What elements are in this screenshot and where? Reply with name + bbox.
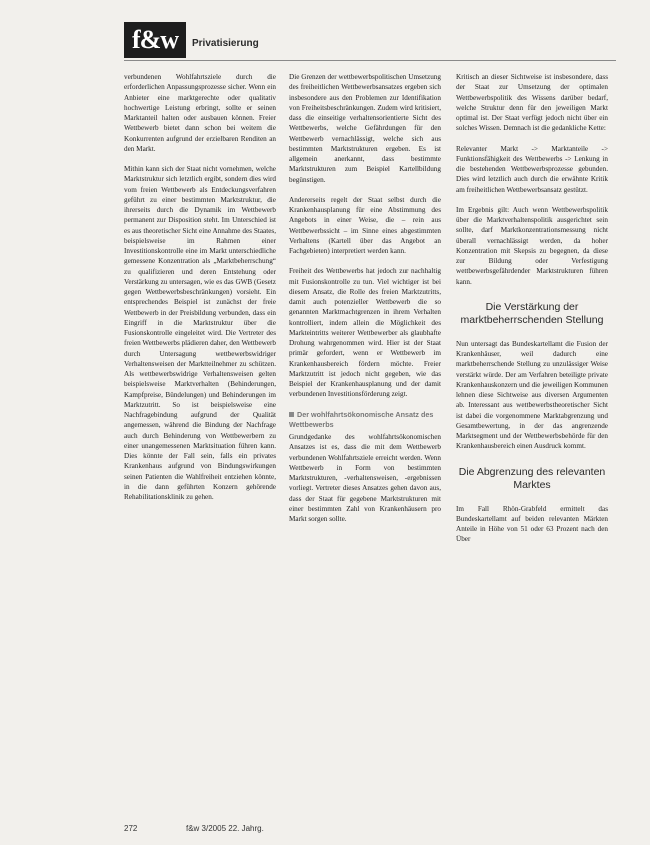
page-number: 272 [124,824,138,833]
paragraph: Im Fall Rhön-Grabfeld ermittelt das Bundeskartellamt auf beiden relevanten Märkten Anteile in Höhe von 51 oder 63 Prozent nach den Über [456,504,608,544]
text-column-2 [289,72,441,816]
section-heading: Die Abgrenzung des relevanten Marktes [458,465,606,491]
journal-logo: f&w [124,22,186,58]
subheading [289,410,441,431]
paragraph: Freiheit des Wettbewerbs hat jedoch zur nachhaltig mit Fusionskontrolle zu tun. Viel wichtiger ist bei diesem Ansatz, die Rolle des freien Marktzutritts, damit auch potenzieller Wettbewerb die so genannten Marktmachtgrenzen in ihrem Verhalten kontrolliert, indem allein die Möglichkeit des Markteintritts weiterer Wettbewerber als glaubhafte Drohung wahrgenommen wird. Hier ist der Staat primär gefordert, wenn er Wettbewerb im Krankenhausbereich fördern möchte. Freier Marktzutritt ist jedoch nicht gegeben, wie das Beispiel der Krankenhausplanung und der damit verbundenen Investitionsförderung zeigt. [289,267,441,399]
text-column-1 [124,72,276,816]
paragraph: Mithin kann sich der Staat nicht vornehmen, welche Marktstruktur sich letztlich ergibt, sondern dies wird vom freien Wettbewerb als Entdeckungsverfahren geführt zu einer bestimmten Marktstruktur, die ihrerseits durch die Dynamik im Wettbewerb permanent zur Disposition steht. Im Unterschied ist es aus theoretischer Sicht eine Annahme des Staates, beispielsweise im Rahmen einer Investitionskontrolle eine im Markt unterschiedliche gemessene Konzentration als „Marktbeherrschung“ zu qualifizieren und deren Entstehung oder Verstärkung zu untersagen, wie es das GWB (Gesetz gegen Wettbewerbsbeschränkungen) vorsieht. Ein entsprechendes Beispiel ist zunächst der freie Wettbewerb in der Preisbildung verbunden, dass ein Eingriff in die Marktstruktur über die Fusionskontrolle eingeleitet wird. Die Vertreter des freien Wettbewerbs plädieren daher, den Wettbewerb durch Untersagung wettbewerbswidriger Verhaltensweisen der Marktteilnehmer zu schützen. Als wettbewerbswidrige Verhaltensweisen gelten beispielsweise Marktverhalten (Behinderungen, Kampfpreise, Bündelungen) und Behinderungen im Marktzutritt. So ist beispielsweise eine Nachfragebindung aufgrund der Qualität angemessen, während die Bindung der Nachfrage auch durch Behinderung von Wettbewerbern zu einer unangemessenen Marktsituation führen kann. Dies könnte der Fall sein, falls ein privates Krankenhaus aufgrund von Bindungswirkungen seinen Patienten die Wahlfreiheit entziehen könnte, in die dann geführten Konzern gehörende Rehabilitationsklinik zu gehen. [124,165,276,501]
square-bullet-icon [289,412,294,417]
paragraph: Grundgedanke des wohlfahrtsökonomischen Ansatzes ist es, dass die mit dem Wettbewerb verbundenen Wohlfahrtsziele erreicht werden. Wenn Wettbewerb in Form von bestimmten Marktstrukturen, -verhaltensweisen, -ergebnissen vorliegt. Vertreter dieses Ansatzes gehen davon aus, dass der Staat für gegebene Marktstrukturen mit einer bestimmten Zahl von Krankenhäusern pro Markt sorgen sollte. [289,433,441,523]
paragraph: Nun untersagt das Bundeskartellamt die Fusion der Krankenhäuser, weil dadurch eine marktbeherrschende Stellung zu unzulässiger Weise verstärkt würde. Der am Verfahren beteiligte private Krankenhauskonzern und die jeweiligen Kommunen lehnen diese Sichtweise aus diversen Argumenten ab. Interessant aus wettbewerbstheoretischer Sicht ist dabei die vorgenommene Marktabgrenzung und Gesamtbewertung, in der das angrenzende Marktsegment und der Wettbewerbsbehörde für den Krankenhausbereich einen Ausdruck kommt. [456,339,608,451]
subheading-text: Der wohlfahrtsökonomische Ansatz des Wettbewerbs [289,409,434,429]
paragraph: Kritisch an dieser Sichtweise ist insbesondere, dass der Staat zur Umsetzung der optimalen Wettbewerbspolitik des Wissens darüber bedarf, welche Struktur denn für den jeweiligen Markt optimal ist. Der Staat verfügt jedoch nicht über ein solches Wissen. Demnach ist die gedankliche Kette: [456,73,608,133]
paragraph: verbundenen Wohlfahrtsziele durch die erforderlichen Anpassungsprozesse sicher. Wenn ein Anbieter eine marktgerechte oder qualitativ hochwertige Leistung erbringt, sollte er seinen Marktanteil halten oder ausbauen können. Freier Wettbewerb bietet dann schon bei weitem die Konkurrenten aufgrund der erzielbaren Renditen an den Markt. [124,73,276,153]
paragraph: Relevanter Markt -> Marktanteile -> Funktionsfähigkeit des Wettbewerbs -> Lenkung in die bestehenden Wettbewerbsprozesse gebunden. Dies wird letztlich auch durch die erwähnte Kritik am freiheitlichen Wettbewerbsansatz gestützt. [456,144,608,194]
journal-reference: f&w 3/2005 22. Jahrg. [186,824,264,833]
header-rule [124,60,616,61]
section-heading: Die Verstärkung der marktbeherrschenden Stellung [460,300,604,326]
paragraph: Im Ergebnis gilt: Auch wenn Wettbewerbspolitik über die Marktverhaltenspolitik ausgerichtet sein sollte, darf Marktkonzentrationsmessung nicht überall vernachlässigt werden, da hoher Konzentration mit Skepsis zu begegnen, da diese zur Bildung oder Verfestigung wettbewerbsgefährdender Marktstrukturen führen kann. [456,205,608,286]
paragraph: Andererseits regelt der Staat selbst durch die Krankenhausplanung für eine Abstimmung des Angebots in einer Weise, die – rein aus Wettbewerbssicht – im Sinne eines abgestimmten Verhaltens (Kartell über das Angebot an Fachgebieten) interpretiert werden kann. [289,195,441,255]
text-column-3 [456,72,608,816]
paragraph: Die Grenzen der wettbewerbspolitischen Umsetzung des freiheitlichen Wettbewerbsansatzes ergeben sich insbesondere aus den Problemen zur Identifikation von Freiheitsbeschränkungen. Zudem wird kritisiert, dass die einseitige verhaltensorientierte Sicht des Wettbewerbs, welche Gefährdungen für den Wettbewerb vernachlässigt, welche sich aus bestimmten Marktstrukturen ergeben. Es ist allgemein anerkannt, dass bestimmte Marktstrukturen zum Beispiel Kartellbildung begünstigen. [289,73,441,184]
section-title: Privatisierung [192,38,259,49]
